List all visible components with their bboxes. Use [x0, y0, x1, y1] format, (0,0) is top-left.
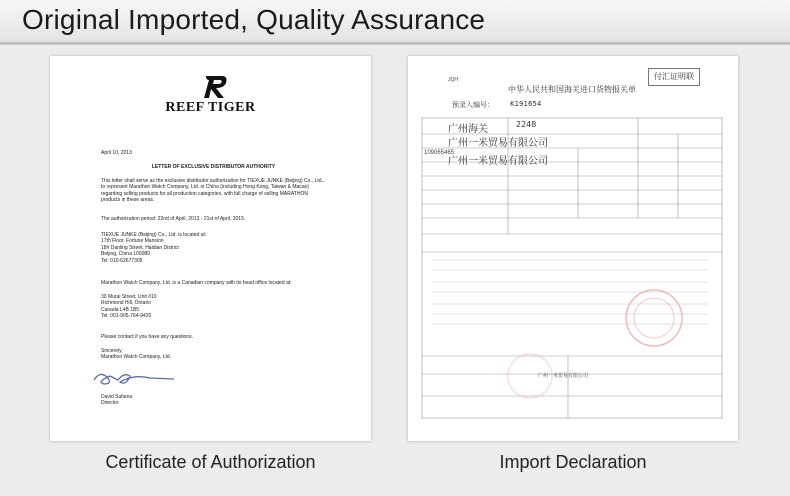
declaration-header: 中华人民共和国海关进口货物报关单: [508, 85, 636, 94]
declaration-footer-company: 广州一米贸易有限公司: [538, 373, 589, 379]
letter-address-distributor: TIEXUE JUNKE (Beijing) Co., Ltd. is located at: 17th Floor, Fortune Mansion 18# Danling Street, Haidian District Beijing, China 100080 Tel: 010-62677305: [101, 232, 207, 264]
letter-address-company: 30 Mural Street, Unit #10 Richmond Hill, Ontario Canada L4B 1B5 Tel: 001-905-764-9420: [101, 294, 157, 320]
signature-icon: [90, 366, 180, 390]
customs-port: 广州海关: [448, 124, 488, 135]
letter-paragraph-authorization: This letter shall serve as the exclusive distributor authorization for TIEXUE JUNKE (Beijing) Co., Ltd., to represent Marathon Watch Company, Ltd. in China (including Hong Kong, Taiwan & Macao) regarding selling products for all production categories, with full charge of selling MARATHON products in these areas.: [101, 178, 325, 204]
caption-declaration: Import Declaration: [499, 452, 647, 472]
caption-certificate: Certificate of Authorization: [105, 452, 316, 472]
company-code: 109065465: [424, 150, 455, 156]
letter-contact: Please contact if you have any questions.: [101, 334, 194, 340]
title-banner: [0, 0, 790, 45]
certificate-of-authorization-document: [50, 56, 371, 441]
consignor-company: 广州一米贸易有限公司: [448, 156, 548, 167]
consignee-company: 广州一米贸易有限公司: [448, 138, 548, 149]
customs-port-code: 2248: [516, 120, 537, 129]
banner-divider: [0, 42, 790, 44]
brand-name: REEF TIGER: [165, 100, 256, 115]
letter-period: The authorization period: 22nd of April, 2013 - 21st of April, 2015.: [101, 216, 246, 222]
payment-certificate-stamp: 付汇证明联: [648, 68, 700, 86]
banner-title: Original Imported, Quality Assurance: [22, 4, 486, 35]
letter-heading: LETTER OF EXCLUSIVE DISTRIBUTOR AUTHORITY: [151, 164, 276, 170]
reef-tiger-logo-icon: [202, 72, 230, 100]
import-declaration-document: JQH 中华人民共和国海关进口货物报关单 付汇证明联 预录入编号： K191654 广州海关 2248 广州一米贸易有限公司 109065465 广州一米贸易有限公司 广州一米贸易有限公司: [408, 56, 738, 441]
declaration-no-label: 预录入编号：: [452, 101, 494, 109]
letter-closing: Sincerely, Marathon Watch Company, Ltd.: [101, 348, 172, 361]
declaration-form-grid: [408, 56, 738, 441]
declaration-no-value: K191654: [510, 100, 542, 108]
letter-date: April 10, 2013: [101, 150, 132, 156]
letter-paragraph-company: Marathon Watch Company, Ltd. is a Canadian company with its head office located at:: [101, 280, 292, 286]
letter-signer: David Sultana Director: [101, 394, 133, 407]
